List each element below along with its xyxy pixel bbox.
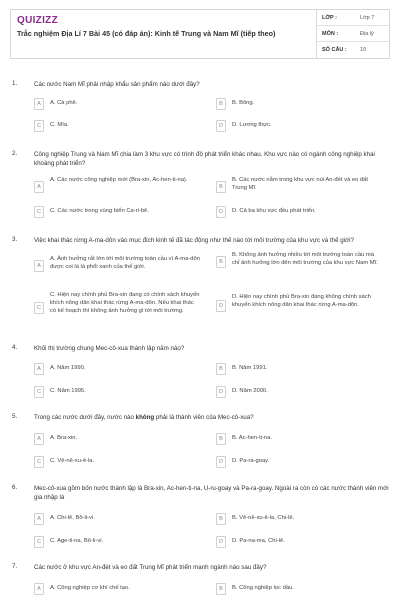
option-c[interactable]: [34, 456, 204, 470]
option-a[interactable]: [34, 583, 204, 597]
option-letter: B: [216, 583, 226, 595]
question-text: Việc khai thác rừng A-ma-dôn vào mục đích kinh tế đã tác động như thế nào tới môi trường của khu vực và thế giới?: [34, 237, 354, 244]
option-text: D. Cả ba khu vực đều phát triển.: [232, 208, 316, 214]
option-letter: A: [34, 260, 44, 272]
quizizz-logo: QUIZIZZ: [17, 15, 58, 26]
option-letter: B: [216, 98, 226, 110]
question-number: 5.: [12, 413, 18, 420]
option-a[interactable]: [34, 256, 204, 280]
meta-row-subject: [317, 26, 389, 42]
option-letter: C: [34, 120, 44, 132]
option-c[interactable]: [34, 386, 204, 400]
option-letter: D: [216, 120, 226, 132]
question-text: Các nước ở khu vực An-đét và eo đất Trung Mĩ phát triển mạnh ngành nào sau đây?: [34, 564, 267, 571]
meta-row-grade: [317, 10, 389, 26]
option-c[interactable]: [34, 206, 204, 220]
question-number: 3.: [12, 236, 18, 243]
option-text: B. Vê-nê-xu-ê-la, Chi-lê.: [232, 515, 295, 521]
option-b[interactable]: [216, 252, 386, 280]
option-text: D. Hiện nay chính phủ Bra-xin đang không chính sách khuyến khích nông dân khai thác rừng A-ma-dôn.: [232, 294, 371, 308]
option-a[interactable]: [34, 98, 204, 112]
question-text: [34, 413, 390, 422]
option-text: C. Các nước trong vùng biển Ca-ri-bê.: [50, 208, 149, 214]
option-letter: B: [216, 181, 226, 193]
question-text-emphasis: không: [135, 414, 155, 421]
meta-value: 10: [360, 47, 367, 53]
option-letter: C: [34, 302, 44, 314]
option-text: B. Ac-hen-ti-na.: [232, 435, 272, 441]
option-a[interactable]: [34, 363, 204, 377]
option-letter: D: [216, 536, 226, 548]
option-text: A. Công nghiệp cơ khí chế tạo.: [50, 585, 130, 591]
option-text: B. Không ảnh hưởng nhiều tới môi trường toàn cầu mà chỉ ảnh hưởng lớn đến môi trường của khu vực Nam Mĩ.: [232, 252, 378, 266]
option-d[interactable]: [216, 120, 386, 134]
option-b[interactable]: [216, 177, 386, 197]
question-number: 1.: [12, 80, 18, 87]
meta-key: MÔN :: [322, 31, 339, 37]
option-d[interactable]: [216, 536, 386, 550]
question-text-part: phải là thành viên của Mec-cô-xua?: [154, 414, 254, 421]
option-b[interactable]: [216, 513, 386, 527]
question-text: Các nước Nam Mĩ phải nhập khẩu sản phẩm nào dưới đây?: [34, 81, 200, 88]
option-letter: A: [34, 433, 44, 445]
worksheet-header: [10, 9, 390, 59]
option-text: A. Chi-lê, Bô-li-vi.: [50, 515, 95, 521]
worksheet-title: Trắc nghiệm Địa Lí 7 Bài 45 (có đáp án): Kinh tế Trung và Nam Mĩ (tiếp theo): [17, 29, 276, 38]
option-letter: B: [216, 433, 226, 445]
meta-value: Lớp 7: [360, 15, 375, 21]
question-text: Khối thị trường chung Mec-cô-xua thành lập năm nào?: [34, 345, 185, 352]
option-letter: A: [34, 98, 44, 110]
option-a[interactable]: [34, 513, 204, 527]
question-text-part: Trong các nước dưới đây, nước nào: [34, 414, 136, 421]
option-text: D. Pa-na-ma, Chi-lê.: [232, 538, 285, 544]
option-letter: C: [34, 536, 44, 548]
option-b[interactable]: [216, 363, 386, 377]
option-letter: A: [34, 181, 44, 193]
option-d[interactable]: [216, 386, 386, 400]
option-letter: B: [216, 513, 226, 525]
option-letter: A: [34, 363, 44, 375]
option-text: C. Age-ti-na, Bô-li-vi.: [50, 538, 104, 544]
option-letter: D: [216, 456, 226, 468]
option-text: C. Hiện nay chính phủ Bra-xin đang có chính sách khuyến khích nông dân khai thác rừng A-ma-dôn. Nếu khai thác có kế hoạch thì không ảnh hưởng gì tới môi trường.: [50, 292, 200, 314]
option-text: A. Cà phê.: [50, 100, 78, 106]
option-b[interactable]: [216, 98, 386, 112]
option-a[interactable]: [34, 433, 204, 447]
option-text: D. Pa-ra-goay.: [232, 458, 270, 464]
option-text: A. Bra-xin.: [50, 435, 78, 441]
option-letter: A: [34, 513, 44, 525]
option-d[interactable]: [216, 206, 386, 220]
option-letter: D: [216, 300, 226, 312]
option-c[interactable]: [34, 536, 204, 550]
question-number: 4.: [12, 344, 18, 351]
option-text: B. Công nghiệp lọc dầu.: [232, 585, 294, 591]
question-text: Công nghiệp Trung và Nam Mĩ chia làm 3 khu vực có trình độ phát triển khác nhau. Khu vực nào có ngành công nghiệp khai khoáng phát triển?: [34, 151, 375, 167]
question-number: 7.: [12, 563, 18, 570]
option-b[interactable]: [216, 433, 386, 447]
question-number: 2.: [12, 150, 18, 157]
option-text: D. Lương thực.: [232, 122, 272, 128]
option-letter: B: [216, 363, 226, 375]
option-letter: A: [34, 583, 44, 595]
option-text: B. Các nước nằm trong khu vực núi An-đét và eo đất Trung Mĩ.: [232, 177, 368, 191]
option-text: D. Năm 2000.: [232, 388, 268, 394]
option-letter: D: [216, 206, 226, 218]
option-letter: D: [216, 386, 226, 398]
option-c[interactable]: [34, 120, 204, 134]
option-letter: C: [34, 206, 44, 218]
option-text: A. Năm 1990.: [50, 365, 86, 371]
option-c[interactable]: [34, 292, 204, 326]
meta-table: [316, 10, 389, 58]
meta-value: Địa lý: [360, 31, 374, 37]
meta-key: LỚP :: [322, 15, 337, 21]
question-text: Mec-cô-xua gồm bốn nước thành lập là Bra-xin, Ac-hen-ti-na, U-ru-goay và Pa-ra-goay. Ngoài ra còn có các nước thành viên mới gia nhập là: [34, 485, 389, 501]
option-letter: C: [34, 456, 44, 468]
option-text: C. Vê-nê-xu-ê-la.: [50, 458, 95, 464]
option-a[interactable]: [34, 177, 204, 197]
option-d[interactable]: [216, 294, 386, 322]
option-text: C. Năm 1995.: [50, 388, 86, 394]
question-number: 6.: [12, 484, 18, 491]
option-b[interactable]: [216, 583, 386, 597]
option-text: A. Ảnh hưởng rất lớn tới môi trường toàn cầu vì A-ma-dôn được coi là lá phổi xanh của thế giới.: [50, 256, 200, 270]
option-letter: B: [216, 256, 226, 268]
option-letter: C: [34, 386, 44, 398]
meta-row-count: [317, 42, 389, 58]
option-text: A. Các nước công nghiệp mới (Bra-xin, Ac-hen-ti-na).: [50, 177, 188, 183]
option-text: C. Mía.: [50, 122, 69, 128]
meta-key: SỐ CÂU :: [322, 47, 347, 53]
option-d[interactable]: [216, 456, 386, 470]
option-text: B. Năm 1991.: [232, 365, 268, 371]
option-text: B. Bông.: [232, 100, 255, 106]
